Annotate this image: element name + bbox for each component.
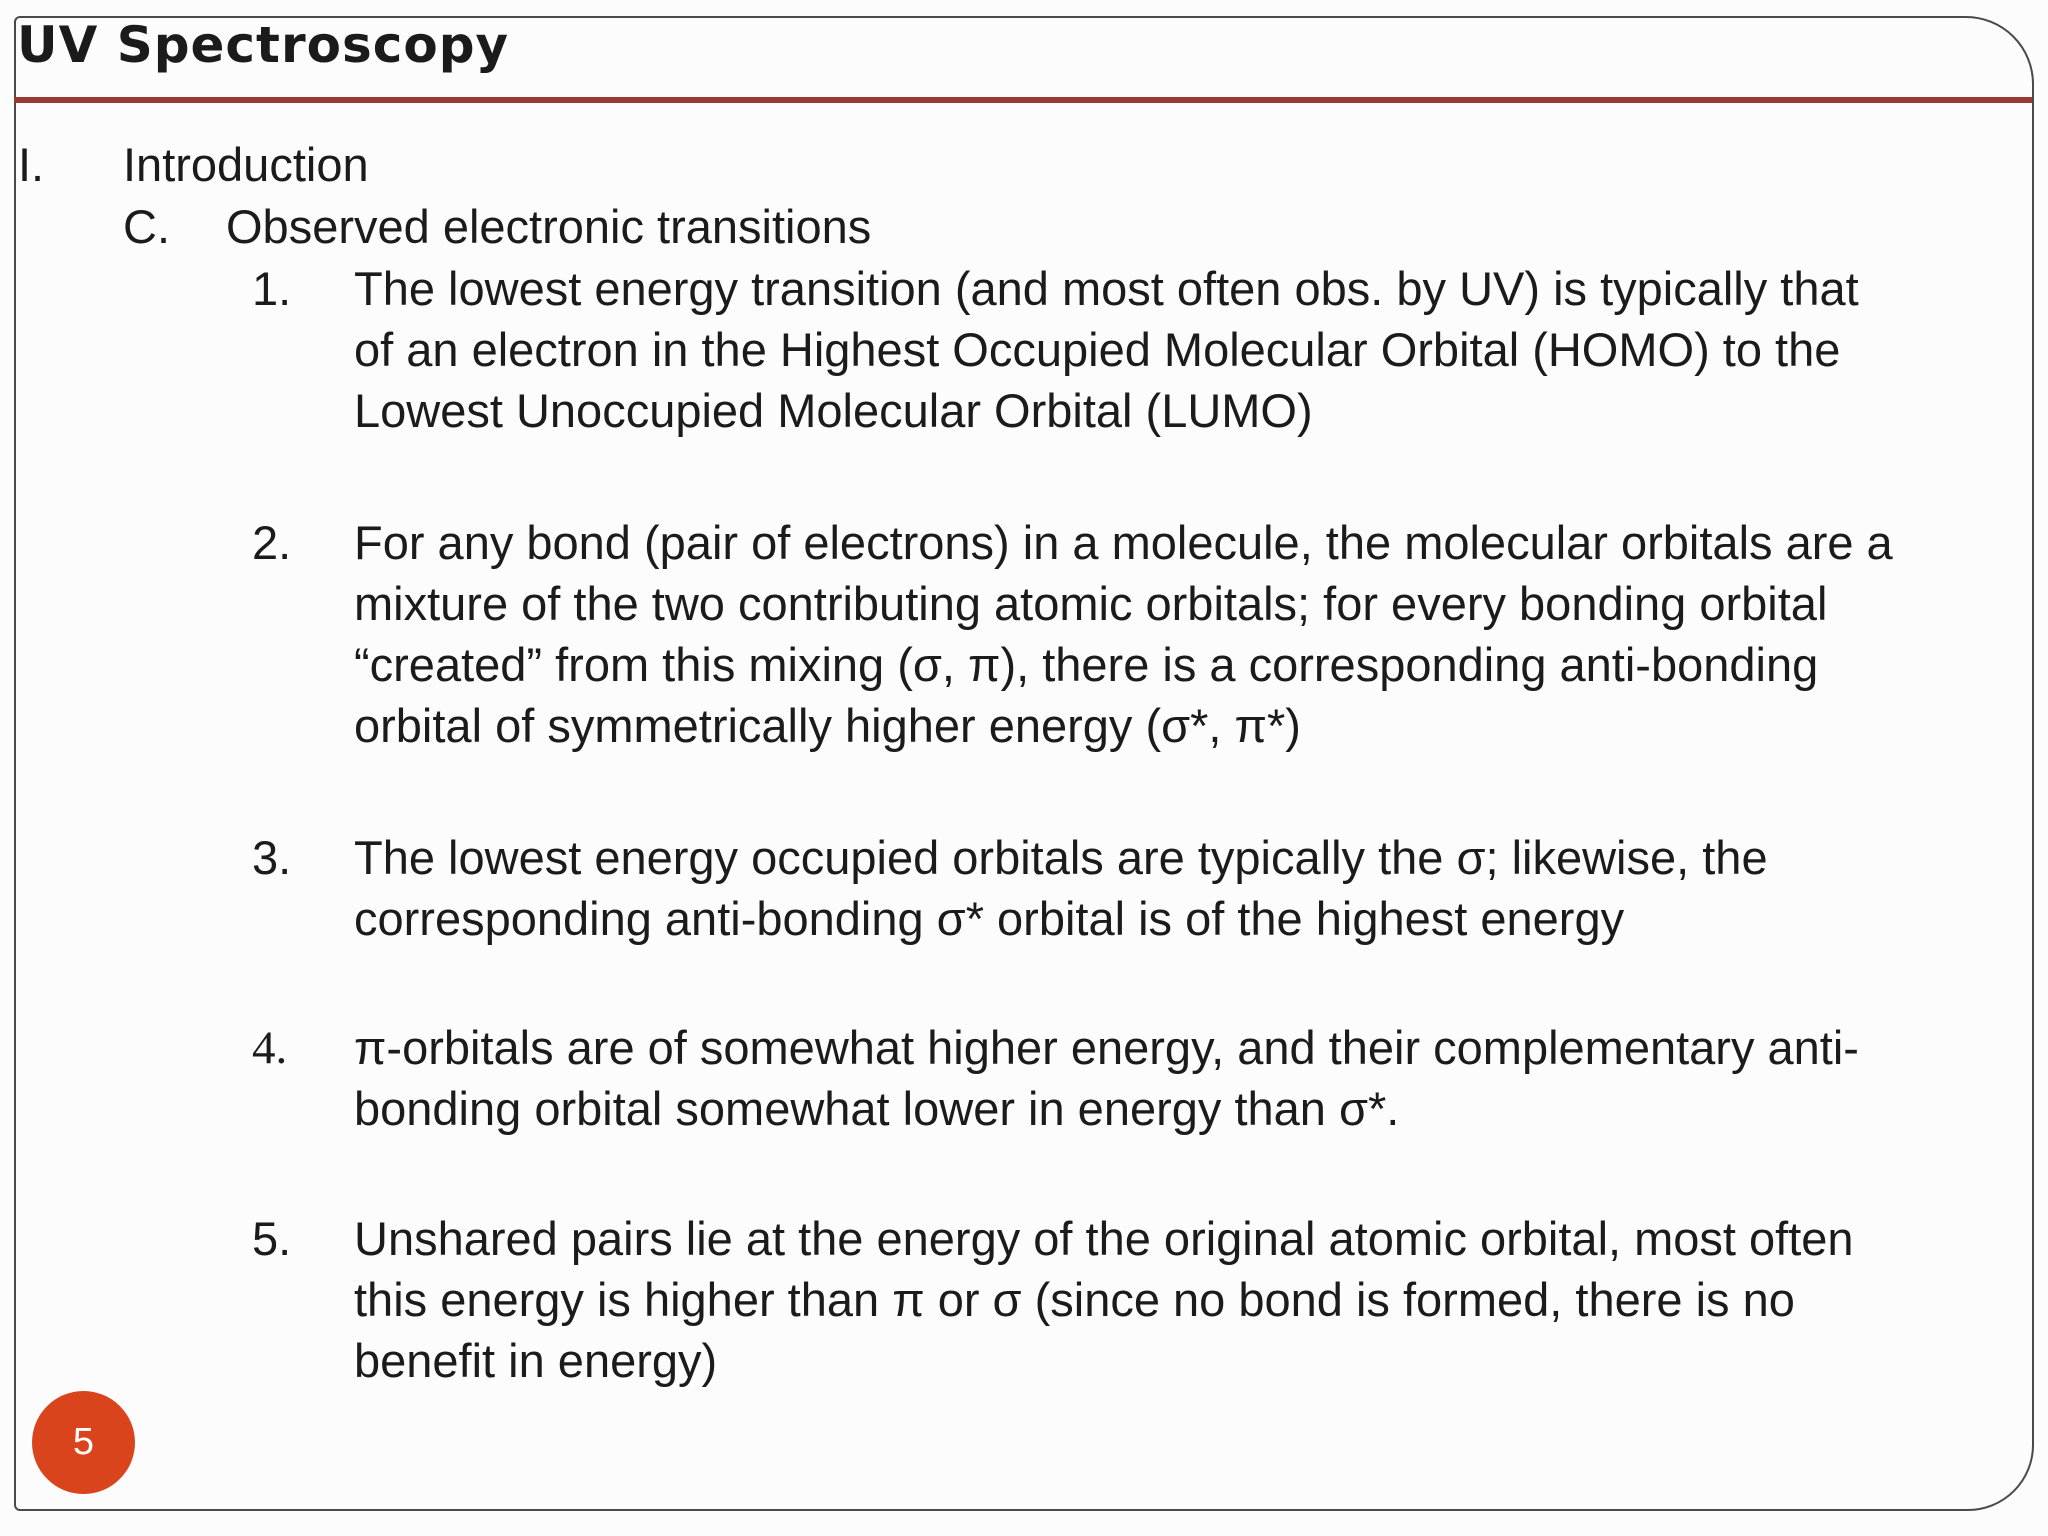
slide-title: UV Spectroscopy (17, 16, 510, 74)
item-line: orbital of symmetrically higher energy (σ*, π*) (354, 699, 1301, 752)
item-line: The lowest energy transition (and most often obs. by UV) is typically that (354, 262, 1859, 315)
item-text (354, 258, 1859, 441)
item-line: For any bond (pair of electrons) in a molecule, the molecular orbitals are a (354, 516, 1893, 569)
section-marker: I. (18, 138, 45, 191)
item-text (354, 512, 1893, 756)
item-line: The lowest energy occupied orbitals are typically the σ; likewise, the (354, 831, 1768, 884)
item-line: Unshared pairs lie at the energy of the original atomic orbital, most often (354, 1212, 1854, 1265)
item-line: Lowest Unoccupied Molecular Orbital (LUMO) (354, 384, 1313, 437)
item-line: corresponding anti-bonding σ* orbital is of the highest energy (354, 892, 1625, 945)
section-title: Introduction (123, 138, 369, 191)
item-line: of an electron in the Highest Occupied Molecular Orbital (HOMO) to the (354, 323, 1841, 376)
item-number: 3. (252, 831, 292, 884)
item-text (354, 827, 1768, 949)
title-rule (14, 97, 2032, 103)
subsection-marker: C. (123, 200, 170, 253)
item-number: 1. (252, 262, 292, 315)
item-text (354, 1208, 1854, 1391)
item-number: 4. (252, 1022, 288, 1074)
item-number: 2. (252, 516, 292, 569)
subsection-title: Observed electronic transitions (226, 200, 872, 253)
item-text (354, 1017, 1859, 1139)
item-line: bonding orbital somewhat lower in energy than σ*. (354, 1082, 1400, 1135)
item-line: benefit in energy) (354, 1334, 718, 1387)
item-number: 5. (252, 1212, 292, 1265)
item-line: this energy is higher than π or σ (since no bond is formed, there is no (354, 1273, 1795, 1326)
page-number-badge: 5 (32, 1391, 135, 1494)
item-line: mixture of the two contributing atomic orbitals; for every bonding orbital (354, 577, 1828, 630)
item-line: “created” from this mixing (σ, π), there is a corresponding anti-bonding (354, 638, 1819, 691)
item-line: π-orbitals are of somewhat higher energy, and their complementary anti- (354, 1021, 1859, 1074)
